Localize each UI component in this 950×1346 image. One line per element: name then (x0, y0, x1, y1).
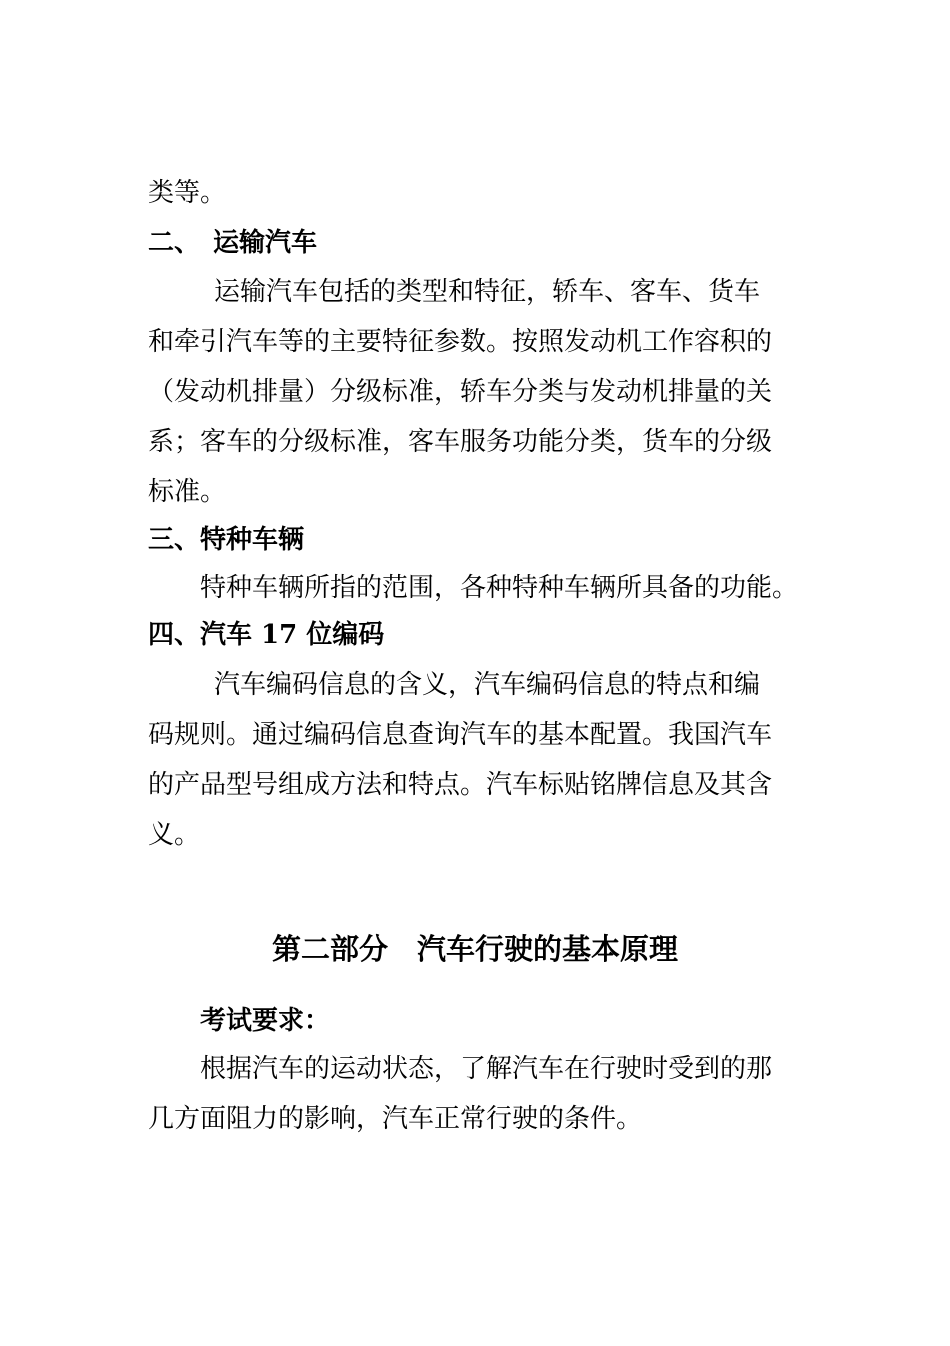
paragraph-line: 几方面阻力的影响，汽车正常行驶的条件。 (148, 1104, 643, 1134)
paragraph-line: 汽车编码信息的含义，汽车编码信息的特点和编 (214, 670, 761, 700)
paragraph-line: 系；客车的分级标准，客车服务功能分类，货车的分级 (148, 427, 773, 457)
paragraph-line: 和牵引汽车等的主要特征参数。按照发动机工作容积的 (148, 327, 773, 357)
paragraph-line: 根据汽车的运动状态，了解汽车在行驶时受到的那 (200, 1054, 773, 1084)
paragraph-line: （发动机排量）分级标准，轿车分类与发动机排量的关 (148, 377, 773, 407)
heading-special-vehicles: 三、特种车辆 (148, 525, 305, 555)
paragraph-line: 码规则。通过编码信息查询汽车的基本配置。我国汽车 (148, 720, 773, 750)
paragraph-line: 义。 (148, 820, 201, 850)
paragraph-line: 特种车辆所指的范围，各种特种车辆所具备的功能。 (200, 573, 799, 603)
requirements-label: 考试要求： (200, 1006, 331, 1036)
part-title: 第二部分 汽车行驶的基本原理 (271, 932, 678, 966)
paragraph-line: 标准。 (148, 477, 227, 507)
continuation-text: 类等。 (148, 178, 227, 208)
paragraph-line: 的产品型号组成方法和特点。汽车标贴铭牌信息及其含 (148, 770, 773, 800)
paragraph-line: 运输汽车包括的类型和特征，轿车、客车、货车 (214, 277, 761, 307)
heading-vin-code: 四、汽车 17 位编码 (148, 620, 385, 650)
heading-transport-vehicles: 二、 运输汽车 (148, 228, 318, 258)
